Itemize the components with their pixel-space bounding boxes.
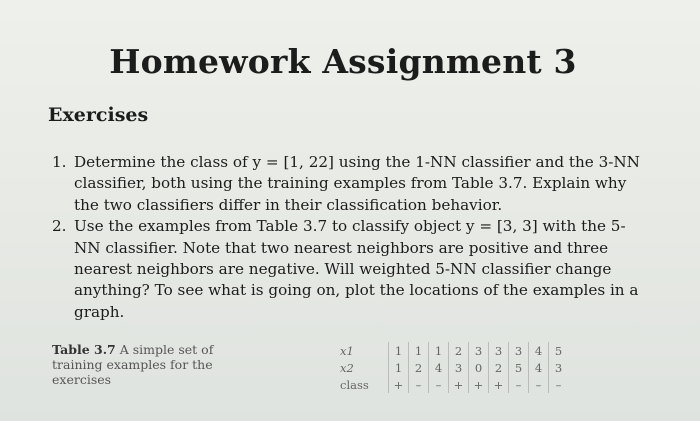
table-cell: 1 bbox=[389, 342, 409, 359]
table-cell: – bbox=[529, 376, 549, 393]
row-header: x2 bbox=[340, 360, 354, 375]
table-row bbox=[340, 342, 568, 359]
exercise-number: 2. bbox=[52, 217, 67, 236]
table-caption-label: Table 3.7 bbox=[52, 342, 116, 357]
exercise-number: 1. bbox=[52, 153, 67, 171]
table-caption bbox=[52, 342, 222, 387]
table-cell: 3 bbox=[449, 359, 469, 376]
table-cell: + bbox=[449, 376, 469, 393]
training-examples-table bbox=[340, 342, 568, 393]
section-heading: Exercises bbox=[48, 104, 149, 126]
table-cell: + bbox=[489, 376, 509, 393]
table-caption-text: A simple set of training examples for the exercises bbox=[52, 342, 214, 387]
table-row bbox=[340, 359, 568, 376]
table-cell: 1 bbox=[389, 359, 409, 376]
table-cell: – bbox=[409, 376, 429, 393]
table-cell: 5 bbox=[509, 359, 529, 376]
table-cell: 3 bbox=[489, 342, 509, 359]
table-cell: 5 bbox=[549, 342, 569, 359]
exercise-list bbox=[52, 152, 642, 323]
table-cell: 4 bbox=[529, 359, 549, 376]
row-header: class bbox=[340, 377, 369, 392]
exercise-text: Determine the class of y = [1, 22] using the 1-NN classifier and the 3-NN classifier, both using the training examples from Table 3.7. Explain why the two classifiers differ in their classification behavior. bbox=[74, 153, 640, 214]
table-cell: 4 bbox=[529, 342, 549, 359]
table-cell: + bbox=[469, 376, 489, 393]
table-cell: 3 bbox=[509, 342, 529, 359]
table-cell: – bbox=[549, 376, 569, 393]
table-cell: + bbox=[389, 376, 409, 393]
table-cell: – bbox=[509, 376, 529, 393]
page-title: Homework Assignment 3 bbox=[109, 42, 577, 81]
table-cell: 3 bbox=[549, 359, 569, 376]
table-cell: 4 bbox=[429, 359, 449, 376]
row-header: x1 bbox=[340, 343, 354, 358]
exercise-text: Use the examples from Table 3.7 to classify object y = [3, 3] with the 5-NN classifier. Note that two nearest neighbors are positive and three nearest neighbors are negative. Will weighted 5-NN classifier change anything? To see what is going on, plot the locations of the examples in a graph. bbox=[74, 217, 639, 321]
table-cell: – bbox=[429, 376, 449, 393]
table-cell: 2 bbox=[489, 359, 509, 376]
exercise-item bbox=[52, 152, 642, 216]
table-cell: 2 bbox=[409, 359, 429, 376]
table-cell: 1 bbox=[409, 342, 429, 359]
table-cell: 2 bbox=[449, 342, 469, 359]
table-cell: 1 bbox=[429, 342, 449, 359]
table-cell: 0 bbox=[469, 359, 489, 376]
exercise-item bbox=[52, 216, 642, 323]
table-cell: 3 bbox=[469, 342, 489, 359]
table-row bbox=[340, 376, 568, 393]
